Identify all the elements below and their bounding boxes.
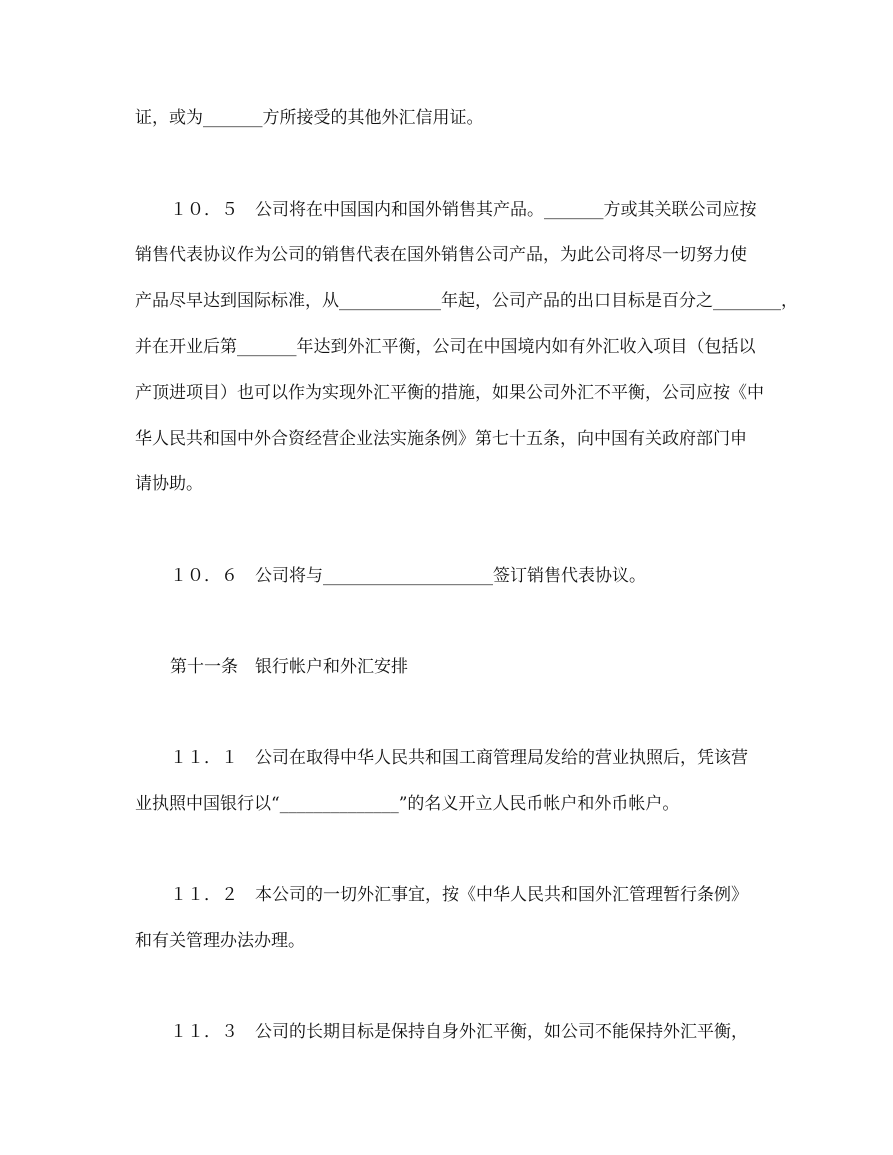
text-line: 并在开业后第_______年达到外汇平衡，公司在中国境内如有外汇收入项目（包括以 <box>135 337 756 357</box>
clause-11-1-heading: １１．１ 公司在取得中华人民共和国工商管理局发给的营业执照后，凭该营 <box>170 748 748 768</box>
clause-10-6-heading: １０．６ 公司将与____________________签订销售代表协议。 <box>170 566 646 586</box>
clause-11-3-heading: １１．３ 公司的长期目标是保持自身外汇平衡，如公司不能保持外汇平衡， <box>170 1022 748 1042</box>
text-line: 产顶进项目）也可以作为实现外汇平衡的措施，如果公司外汇不平衡，公司应按《中 <box>135 383 764 403</box>
clause-10-5-heading: １０．５ 公司将在中国国内和国外销售其产品。_______方或其关联公司应按 <box>170 200 757 220</box>
text-line: 业执照中国银行以“______________”的名义开立人民币帐户和外币帐户。 <box>135 794 680 814</box>
text-line: 和有关管理办法办理。 <box>135 931 305 951</box>
clause-11-2-heading: １１．２ 本公司的一切外汇事宜，按《中华人民共和国外汇管理暂行条例》 <box>170 885 748 905</box>
text-line: 销售代表协议作为公司的销售代表在国外销售公司产品，为此公司将尽一切努力使 <box>135 245 747 265</box>
text-line: 华人民共和国中外合资经营企业法实施条例》第七十五条，向中国有关政府部门申 <box>135 429 747 449</box>
text-line: 证，或为_______方所接受的其他外汇信用证。 <box>135 108 484 128</box>
text-line: 产品尽早达到国际标准，从____________年起，公司产品的出口目标是百分之________， <box>135 291 798 311</box>
text-line: 请协助。 <box>135 474 203 494</box>
article-11-title: 第十一条 银行帐户和外汇安排 <box>170 657 408 677</box>
